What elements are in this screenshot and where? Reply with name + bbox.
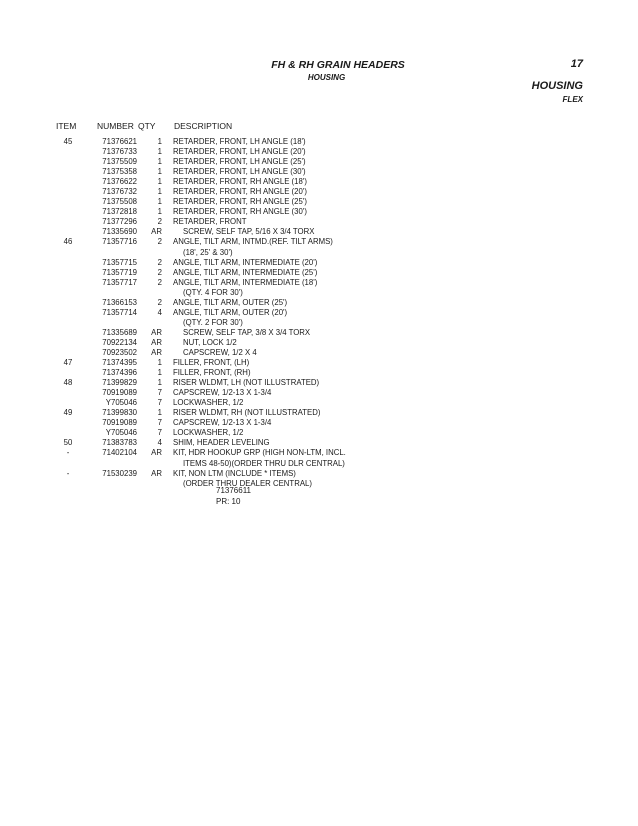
part-number-cell: 71374396 [102, 368, 137, 378]
description-cell: KIT, NON LTM (INCLUDE * ITEMS) [173, 468, 296, 478]
table-row [0, 197, 638, 207]
qty-cell: AR [151, 468, 162, 478]
description-cell: RETARDER, FRONT, RH ANGLE (20') [173, 187, 307, 197]
table-row [0, 258, 638, 268]
part-number-cell: 71376621 [102, 137, 137, 146]
part-number-cell: 71357715 [102, 257, 137, 267]
description-cell: ANGLE, TILT ARM, INTERMEDIATE (20') [173, 257, 318, 267]
table-row [0, 348, 638, 358]
item-cell: 50 [63, 438, 73, 448]
qty-cell: 1 [157, 378, 162, 388]
qty-cell: 1 [157, 177, 162, 187]
table-row [0, 479, 638, 489]
part-number-cell: 70922134 [102, 337, 137, 347]
qty-cell: 1 [157, 137, 162, 146]
description-cell: FILLER, FRONT, (LH) [173, 358, 250, 368]
qty-cell: 1 [157, 197, 162, 207]
page-subtitle: HOUSING [307, 73, 346, 82]
qty-cell: 1 [157, 358, 162, 368]
qty-cell: AR [151, 448, 162, 458]
description-cell: KIT, HDR HOOKUP GRP (HIGH NON-LTM, INCL. [173, 448, 346, 458]
description-cell: RETARDER, FRONT, RH ANGLE (18') [173, 177, 307, 187]
table-row [0, 177, 638, 187]
description-cell: RETARDER, FRONT [173, 217, 247, 227]
table-row [0, 268, 638, 278]
description-cell: ANGLE, TILT ARM, OUTER (25') [173, 297, 288, 307]
qty-cell: AR [151, 227, 162, 237]
part-number-cell: 71335689 [102, 327, 137, 337]
part-number-cell: 71399830 [102, 408, 137, 418]
description-cell: (QTY. 2 FOR 30') [183, 317, 243, 327]
part-number-cell: 71357716 [102, 237, 137, 247]
part-number-cell: 71376733 [102, 147, 137, 157]
table-row [0, 187, 638, 197]
column-header-description: DESCRIPTION [174, 121, 233, 131]
description-cell: SHIM, HEADER LEVELING [173, 438, 270, 448]
table-row [0, 298, 638, 308]
description-cell: (QTY. 4 FOR 30') [183, 287, 243, 297]
qty-cell: 4 [157, 438, 162, 448]
qty-cell: 2 [157, 217, 162, 227]
description-cell: RISER WLDMT, RH (NOT ILLUSTRATED) [173, 408, 321, 418]
page-number: 17 [570, 58, 583, 70]
section-subtitle: FLEX [562, 95, 583, 104]
table-row [0, 448, 638, 458]
description-cell: CAPSCREW, 1/2-13 X 1-3/4 [173, 388, 272, 398]
table-row [0, 308, 638, 318]
table-row [0, 358, 638, 368]
qty-cell: 2 [157, 297, 162, 307]
table-row [0, 469, 638, 479]
part-number-cell: 71375508 [102, 197, 137, 207]
column-header-qty: QTY [138, 121, 156, 131]
description-cell: CAPSCREW, 1/2-13 X 1-3/4 [173, 418, 272, 428]
table-row [0, 328, 638, 338]
part-number-cell: 71375509 [102, 157, 137, 167]
qty-cell: 1 [157, 167, 162, 177]
part-number-cell: 71357719 [102, 267, 137, 277]
description-cell: (18', 25' & 30') [183, 247, 233, 257]
description-cell: LOCKWASHER, 1/2 [173, 428, 244, 438]
qty-cell: 1 [157, 408, 162, 418]
qty-cell: 7 [157, 418, 162, 428]
item-cell: 47 [63, 358, 73, 368]
description-cell: ANGLE, TILT ARM, INTMD.(REF. TILT ARMS) [173, 237, 333, 247]
description-cell: SCREW, SELF TAP, 3/8 X 3/4 TORX [183, 327, 311, 337]
qty-cell: 2 [157, 257, 162, 267]
table-row [0, 137, 638, 147]
description-cell: RETARDER, FRONT, LH ANGLE (25') [173, 157, 306, 167]
description-cell: RETARDER, FRONT, LH ANGLE (30') [173, 167, 306, 177]
description-cell: RETARDER, FRONT, LH ANGLE (20') [173, 147, 306, 157]
qty-cell: 1 [157, 147, 162, 157]
table-row [0, 157, 638, 167]
qty-cell: AR [151, 337, 162, 347]
description-cell: NUT, LOCK 1/2 [183, 337, 237, 347]
table-row [0, 147, 638, 157]
part-number-cell: 71376732 [102, 187, 137, 197]
table-row [0, 338, 638, 348]
part-number-cell: 71399829 [102, 378, 137, 388]
qty-cell: 7 [157, 428, 162, 438]
qty-cell: 1 [157, 157, 162, 167]
qty-cell: 4 [157, 307, 162, 317]
item-cell: 46 [63, 237, 73, 247]
description-cell: RETARDER, FRONT, LH ANGLE (18') [173, 137, 306, 146]
table-row [0, 227, 638, 237]
description-cell: (ORDER THRU DEALER CENTRAL) [183, 478, 312, 488]
qty-cell: 1 [157, 187, 162, 197]
description-cell: RISER WLDMT, LH (NOT ILLUSTRATED) [173, 378, 320, 388]
table-row [0, 237, 638, 247]
page-title: FH & RH GRAIN HEADERS [271, 59, 405, 71]
part-number-cell: 71383783 [102, 438, 137, 448]
table-row [0, 388, 638, 398]
column-header-item: ITEM [56, 121, 77, 131]
part-number-cell: 70923502 [102, 347, 137, 357]
qty-cell: 2 [157, 237, 162, 247]
parts-list [0, 137, 638, 489]
part-number-cell: 70919089 [102, 418, 137, 428]
item-cell: 48 [63, 378, 73, 388]
section-title: HOUSING [531, 80, 583, 92]
item-cell: 45 [63, 137, 73, 146]
qty-cell: 2 [157, 267, 162, 277]
part-number-cell: 71377296 [102, 217, 137, 227]
description-cell: ANGLE, TILT ARM, INTERMEDIATE (18') [173, 277, 318, 287]
description-cell: FILLER, FRONT, (RH) [173, 368, 251, 378]
item-cell: - [66, 468, 70, 478]
table-row [0, 248, 638, 258]
table-row [0, 288, 638, 298]
part-number-cell: 71402104 [102, 448, 137, 458]
table-row [0, 418, 638, 428]
description-cell: LOCKWASHER, 1/2 [173, 398, 244, 408]
qty-cell: AR [151, 327, 162, 337]
part-number-cell: 71530239 [102, 468, 137, 478]
part-number-cell: 71335690 [102, 227, 137, 237]
table-row [0, 428, 638, 438]
table-row [0, 438, 638, 448]
table-row [0, 408, 638, 418]
table-row [0, 398, 638, 408]
part-number-cell: 71374395 [102, 358, 137, 368]
part-number-cell: 71372818 [102, 207, 137, 217]
table-row [0, 217, 638, 227]
description-cell: RETARDER, FRONT, RH ANGLE (25') [173, 197, 307, 207]
description-cell: RETARDER, FRONT, RH ANGLE (30') [173, 207, 307, 217]
qty-cell: 7 [157, 398, 162, 408]
document-number: 71376611 [216, 486, 251, 495]
qty-cell: 2 [157, 277, 162, 287]
table-row [0, 368, 638, 378]
part-number-cell: 70919089 [102, 388, 137, 398]
part-number-cell: 71375358 [102, 167, 137, 177]
description-cell: CAPSCREW, 1/2 X 4 [183, 347, 257, 357]
table-row [0, 278, 638, 288]
table-row [0, 378, 638, 388]
table-row [0, 167, 638, 177]
part-number-cell: 71357717 [102, 277, 137, 287]
part-number-cell: 71357714 [102, 307, 137, 317]
qty-cell: 7 [157, 388, 162, 398]
column-header-number: NUMBER [97, 121, 134, 131]
table-row [0, 459, 638, 469]
description-cell: ANGLE, TILT ARM, OUTER (20') [173, 307, 288, 317]
table-row [0, 207, 638, 217]
part-number-cell: Y705046 [105, 428, 137, 438]
table-row [0, 318, 638, 328]
description-cell: SCREW, SELF TAP, 5/16 X 3/4 TORX [183, 227, 315, 237]
qty-cell: AR [151, 347, 162, 357]
qty-cell: 1 [157, 207, 162, 217]
part-number-cell: Y705046 [105, 398, 137, 408]
description-cell: ANGLE, TILT ARM, INTERMEDIATE (25') [173, 267, 318, 277]
revision-label: PR: 10 [216, 497, 241, 506]
part-number-cell: 71366153 [102, 297, 137, 307]
item-cell: 49 [63, 408, 73, 418]
item-cell: - [66, 448, 70, 458]
part-number-cell: 71376622 [102, 177, 137, 187]
qty-cell: 1 [157, 368, 162, 378]
description-cell: ITEMS 48-50)(ORDER THRU DLR CENTRAL) [183, 458, 345, 468]
